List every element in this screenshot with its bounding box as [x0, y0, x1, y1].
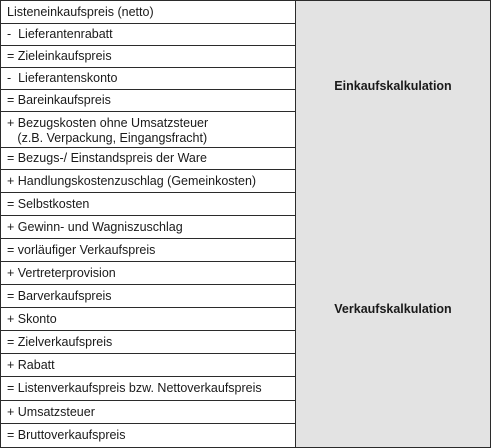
verkaufskalkulation-label: Verkaufskalkulation — [334, 301, 452, 316]
verkauf-row: + Handlungskostenzuschlag (Gemeinkosten) — [1, 170, 296, 193]
verkauf-row: = Barverkaufspreis — [1, 285, 296, 308]
verkauf-row: = vorläufiger Verkaufspreis — [1, 239, 296, 262]
einkaufskalkulation-label: Einkaufskalkulation — [334, 78, 452, 93]
verkauf-row: + Vertreterprovision — [1, 262, 296, 285]
einkauf-row: - Lieferantenrabatt — [1, 24, 296, 46]
verkauf-row: = Selbstkosten — [1, 193, 296, 216]
verkauf-row: = Listenverkaufspreis bzw. Nettoverkaufspreis — [1, 377, 296, 401]
einkauf-row: Listeneinkaufspreis (netto) — [1, 1, 296, 24]
verkauf-row: = Bruttoverkaufspreis — [1, 424, 296, 447]
einkauf-row: = Zieleinkaufspreis — [1, 46, 296, 68]
einkauf-row: - Lieferantenskonto — [1, 68, 296, 90]
verkauf-row: + Skonto — [1, 308, 296, 331]
verkaufskalkulation-section — [296, 170, 490, 447]
verkauf-row: + Rabatt — [1, 354, 296, 377]
einkaufskalkulation-section — [296, 1, 490, 171]
einkauf-row: = Bareinkaufspreis — [1, 90, 296, 112]
einkauf-row: = Bezugs-/ Einstandspreis der Ware — [1, 148, 296, 170]
verkauf-row: + Umsatzsteuer — [1, 401, 296, 424]
einkauf-row: + Bezugskosten ohne Umsatzsteuer (z.B. Verpackung, Eingangsfracht) — [1, 112, 296, 148]
verkauf-row: = Zielverkaufspreis — [1, 331, 296, 354]
verkauf-row: + Gewinn- und Wagniszuschlag — [1, 216, 296, 239]
